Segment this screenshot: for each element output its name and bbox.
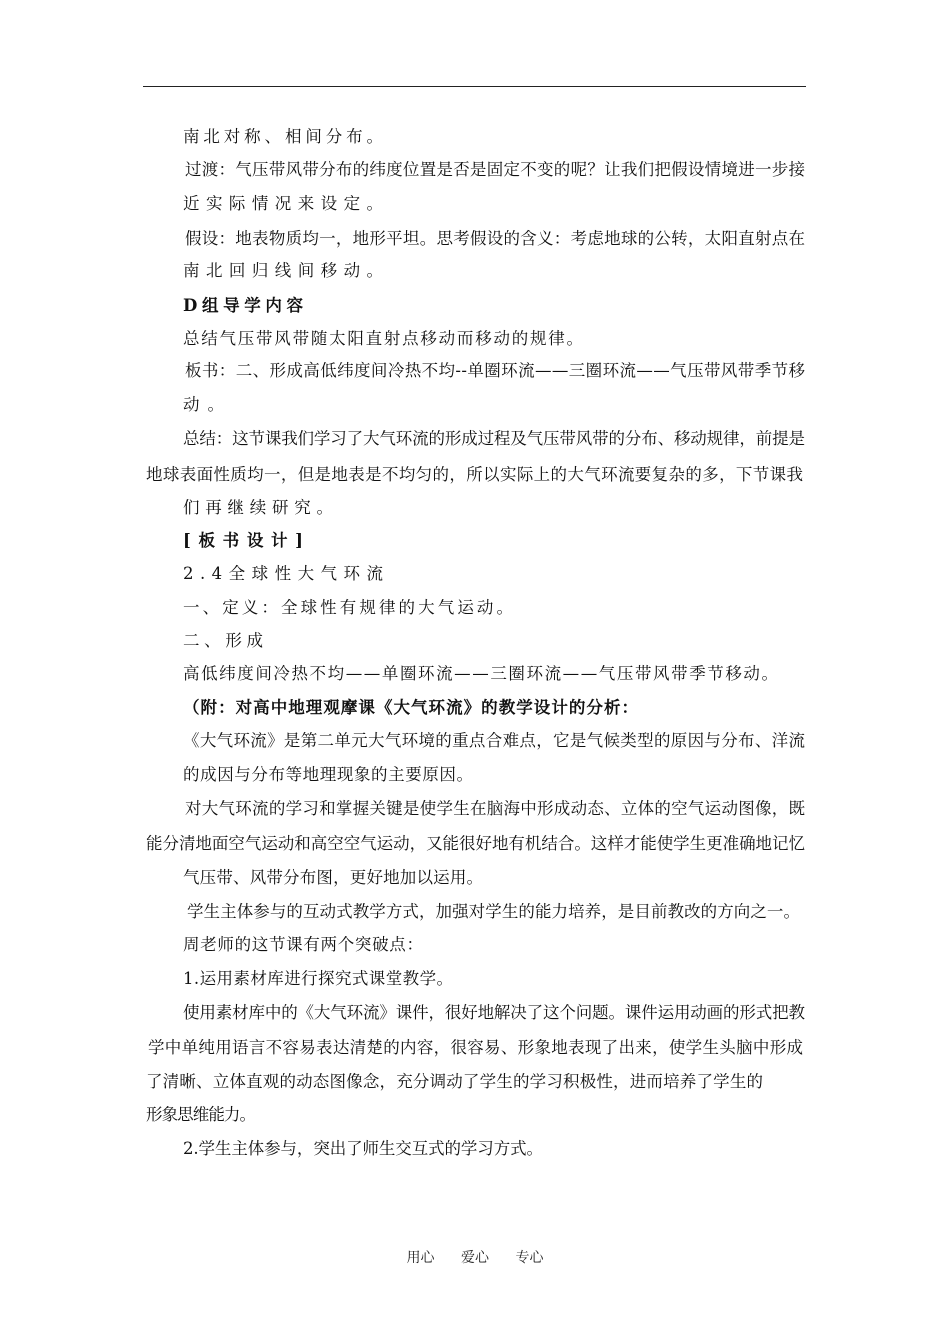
text-line: 学中单纯用语言不容易表达清楚的内容，很容易、形象地表现了出来，使学生头脑中形成 <box>148 1038 804 1057</box>
text-line: 南北对称、相间分布。 <box>183 127 387 146</box>
text-line: 地球表面性质均一，但是地表是不均匀的，所以实际上的大气环流要复杂的多，下节课我 <box>146 465 804 484</box>
board-design-heading: [板书设计] <box>183 531 311 550</box>
text-line: 南北回归线间移动。 <box>183 261 390 280</box>
text-line: 了清晰、立体直观的动态图像念，充分调动了学生的学习积极性，进而培养了学生的 <box>146 1072 764 1091</box>
text-line: 能分清地面空气运动和高空空气运动，又能很好地有机结合。这样才能使学生更准确地记忆 <box>146 834 805 853</box>
text-line: 总结气压带风带随太阳直射点移动而移动的规律。 <box>183 329 585 348</box>
text-line: 们再继续研究。 <box>183 498 339 517</box>
section-heading: D组导学内容 <box>183 296 308 315</box>
text-line: 过渡：气压带风带分布的纬度位置是否是固定不变的呢？让我们把假设情境进一步接 <box>185 160 806 179</box>
text-line: 近实际情况来设定。 <box>183 194 390 213</box>
text-line: 动。 <box>183 395 232 414</box>
text-line: 假设：地表物质均一，地形平坦。思考假设的含义：考虑地球的公转，太阳直射点在 <box>185 229 806 248</box>
text-line: 周老师的这节课有两个突破点： <box>183 935 424 954</box>
text-line: 2.学生主体参与，突出了师生交互式的学习方式。 <box>183 1139 543 1158</box>
page-footer: 用心 爱心 专心 <box>406 1250 544 1266</box>
appendix-heading: （附：对高中地理观摩课《大气环流》的教学设计的分析： <box>183 698 640 717</box>
text-line: 使用素材库中的《大气环流》课件，很好地解决了这个问题。课件运用动画的形式把教 <box>183 1003 805 1022</box>
text-line: 气压带、风带分布图，更好地加以运用。 <box>183 868 484 887</box>
text-line: 高低纬度间冷热不均——单圈环流——三圈环流——气压带风带季节移动。 <box>183 664 780 683</box>
text-line: 学生主体参与的互动式教学方式，加强对学生的能力培养，是目前教改的方向之一。 <box>187 902 801 921</box>
text-line: 的成因与分布等地理现象的主要原因。 <box>183 765 474 784</box>
text-line: 二、形成 <box>183 631 268 650</box>
text-line: 一、定义：全球性有规律的大气运动。 <box>183 598 517 617</box>
text-line: 总结：这节课我们学习了大气环流的形成过程及气压带风带的分布、移动规律，前提是 <box>183 429 805 448</box>
header-rule <box>143 86 806 87</box>
text-line: 《大气环流》是第二单元大气环境的重点合难点，它是气候类型的原因与分布、洋流 <box>183 731 806 750</box>
text-line: 形象思维能力。 <box>146 1105 256 1124</box>
text-line: 板书：二、形成高低纬度间冷热不均--单圈环流——三圈环流——气压带风带季节移 <box>185 361 806 380</box>
text-line: 对大气环流的学习和掌握关键是使学生在脑海中形成动态、立体的空气运动图像，既 <box>185 799 806 818</box>
text-line: 1.运用素材库进行探究式课堂教学。 <box>183 969 454 988</box>
text-line: 2.4全球性大气环流 <box>183 564 390 583</box>
